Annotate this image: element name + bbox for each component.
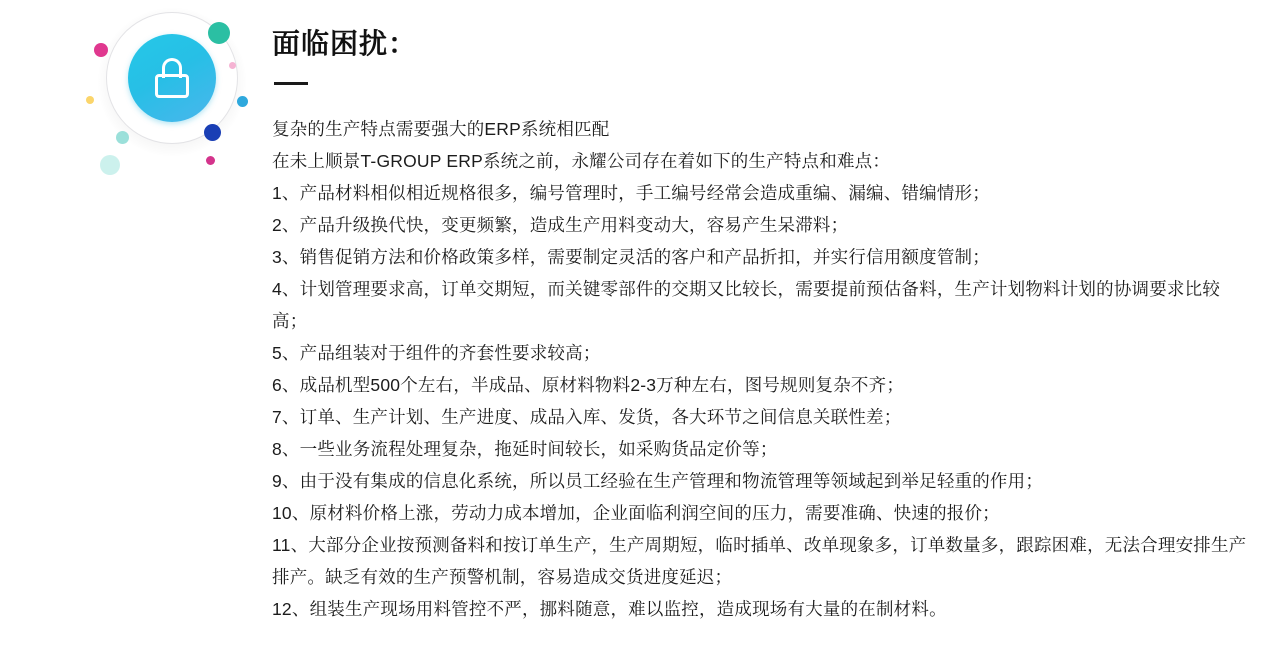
accent-dot-pink-soft (229, 62, 236, 69)
decorative-icon-cluster (80, 8, 250, 178)
list-item: 8、一些业务流程处理复杂，拖延时间较长，如采购货品定价等； (272, 439, 778, 459)
paragraph-heading: 复杂的生产特点需要强大的ERP系统相匹配 (272, 119, 610, 139)
lock-glyph (155, 58, 189, 98)
list-item: 2、产品升级换代快，变更频繁，造成生产用料变动大，容易产生呆滞料； (272, 215, 849, 235)
list-item: 7、订单、生产计划、生产进度、成品入库、发货，各大环节之间信息关联性差； (272, 407, 902, 427)
list-item: 6、成品机型500个左右，半成品、原材料物料2-3万种左右，图号规则复杂不齐； (272, 375, 905, 395)
lock-icon (128, 34, 216, 122)
accent-dot-mint (116, 131, 129, 144)
accent-dot-yellow (86, 96, 94, 104)
paragraph-intro: 在未上顺景T-GROUP ERP系统之前，永耀公司存在着如下的生产特点和难点： (272, 151, 891, 171)
body-text-block (272, 113, 1250, 625)
list-item: 5、产品组装对于组件的齐套性要求较高； (272, 343, 601, 363)
accent-dot-pink (94, 43, 108, 57)
accent-dot-magenta (206, 156, 215, 165)
list-item: 10、原材料价格上涨，劳动力成本增加，企业面临利润空间的压力，需要准确、快速的报价； (272, 503, 1000, 523)
list-item: 12、组装生产现场用料管控不严，挪料随意，难以监控，造成现场有大量的在制材料。 (272, 599, 947, 619)
list-item: 11、大部分企业按预测备料和按订单生产，生产周期短，临时插单、改单现象多，订单数量多，跟踪困难，无法合理安排生产排产。缺乏有效的生产预警机制，容易造成交货进度延迟； (272, 535, 1247, 587)
list-item: 9、由于没有集成的信息化系统，所以员工经验在生产管理和物流管理等领域起到举足轻重的作用； (272, 471, 1044, 491)
accent-dot-navy (204, 124, 221, 141)
accent-dot-blue-small (237, 96, 248, 107)
accent-dot-mint-soft (100, 155, 120, 175)
lock-body (155, 74, 189, 98)
page-title: 面临困扰： (272, 28, 418, 59)
list-item: 4、计划管理要求高，订单交期短，而关键零部件的交期又比较长，需要提前预估备料，生产计划物料计划的协调要求比较高； (272, 279, 1221, 331)
content-column (272, 0, 1252, 625)
title-underline-rule (274, 82, 308, 85)
list-item: 1、产品材料相似相近规格很多，编号管理时，手工编号经常会造成重编、漏编、错编情形； (272, 183, 990, 203)
accent-dot-teal (208, 22, 230, 44)
list-item: 3、销售促销方法和价格政策多样，需要制定灵活的客户和产品折扣，并实行信用额度管制； (272, 247, 990, 267)
